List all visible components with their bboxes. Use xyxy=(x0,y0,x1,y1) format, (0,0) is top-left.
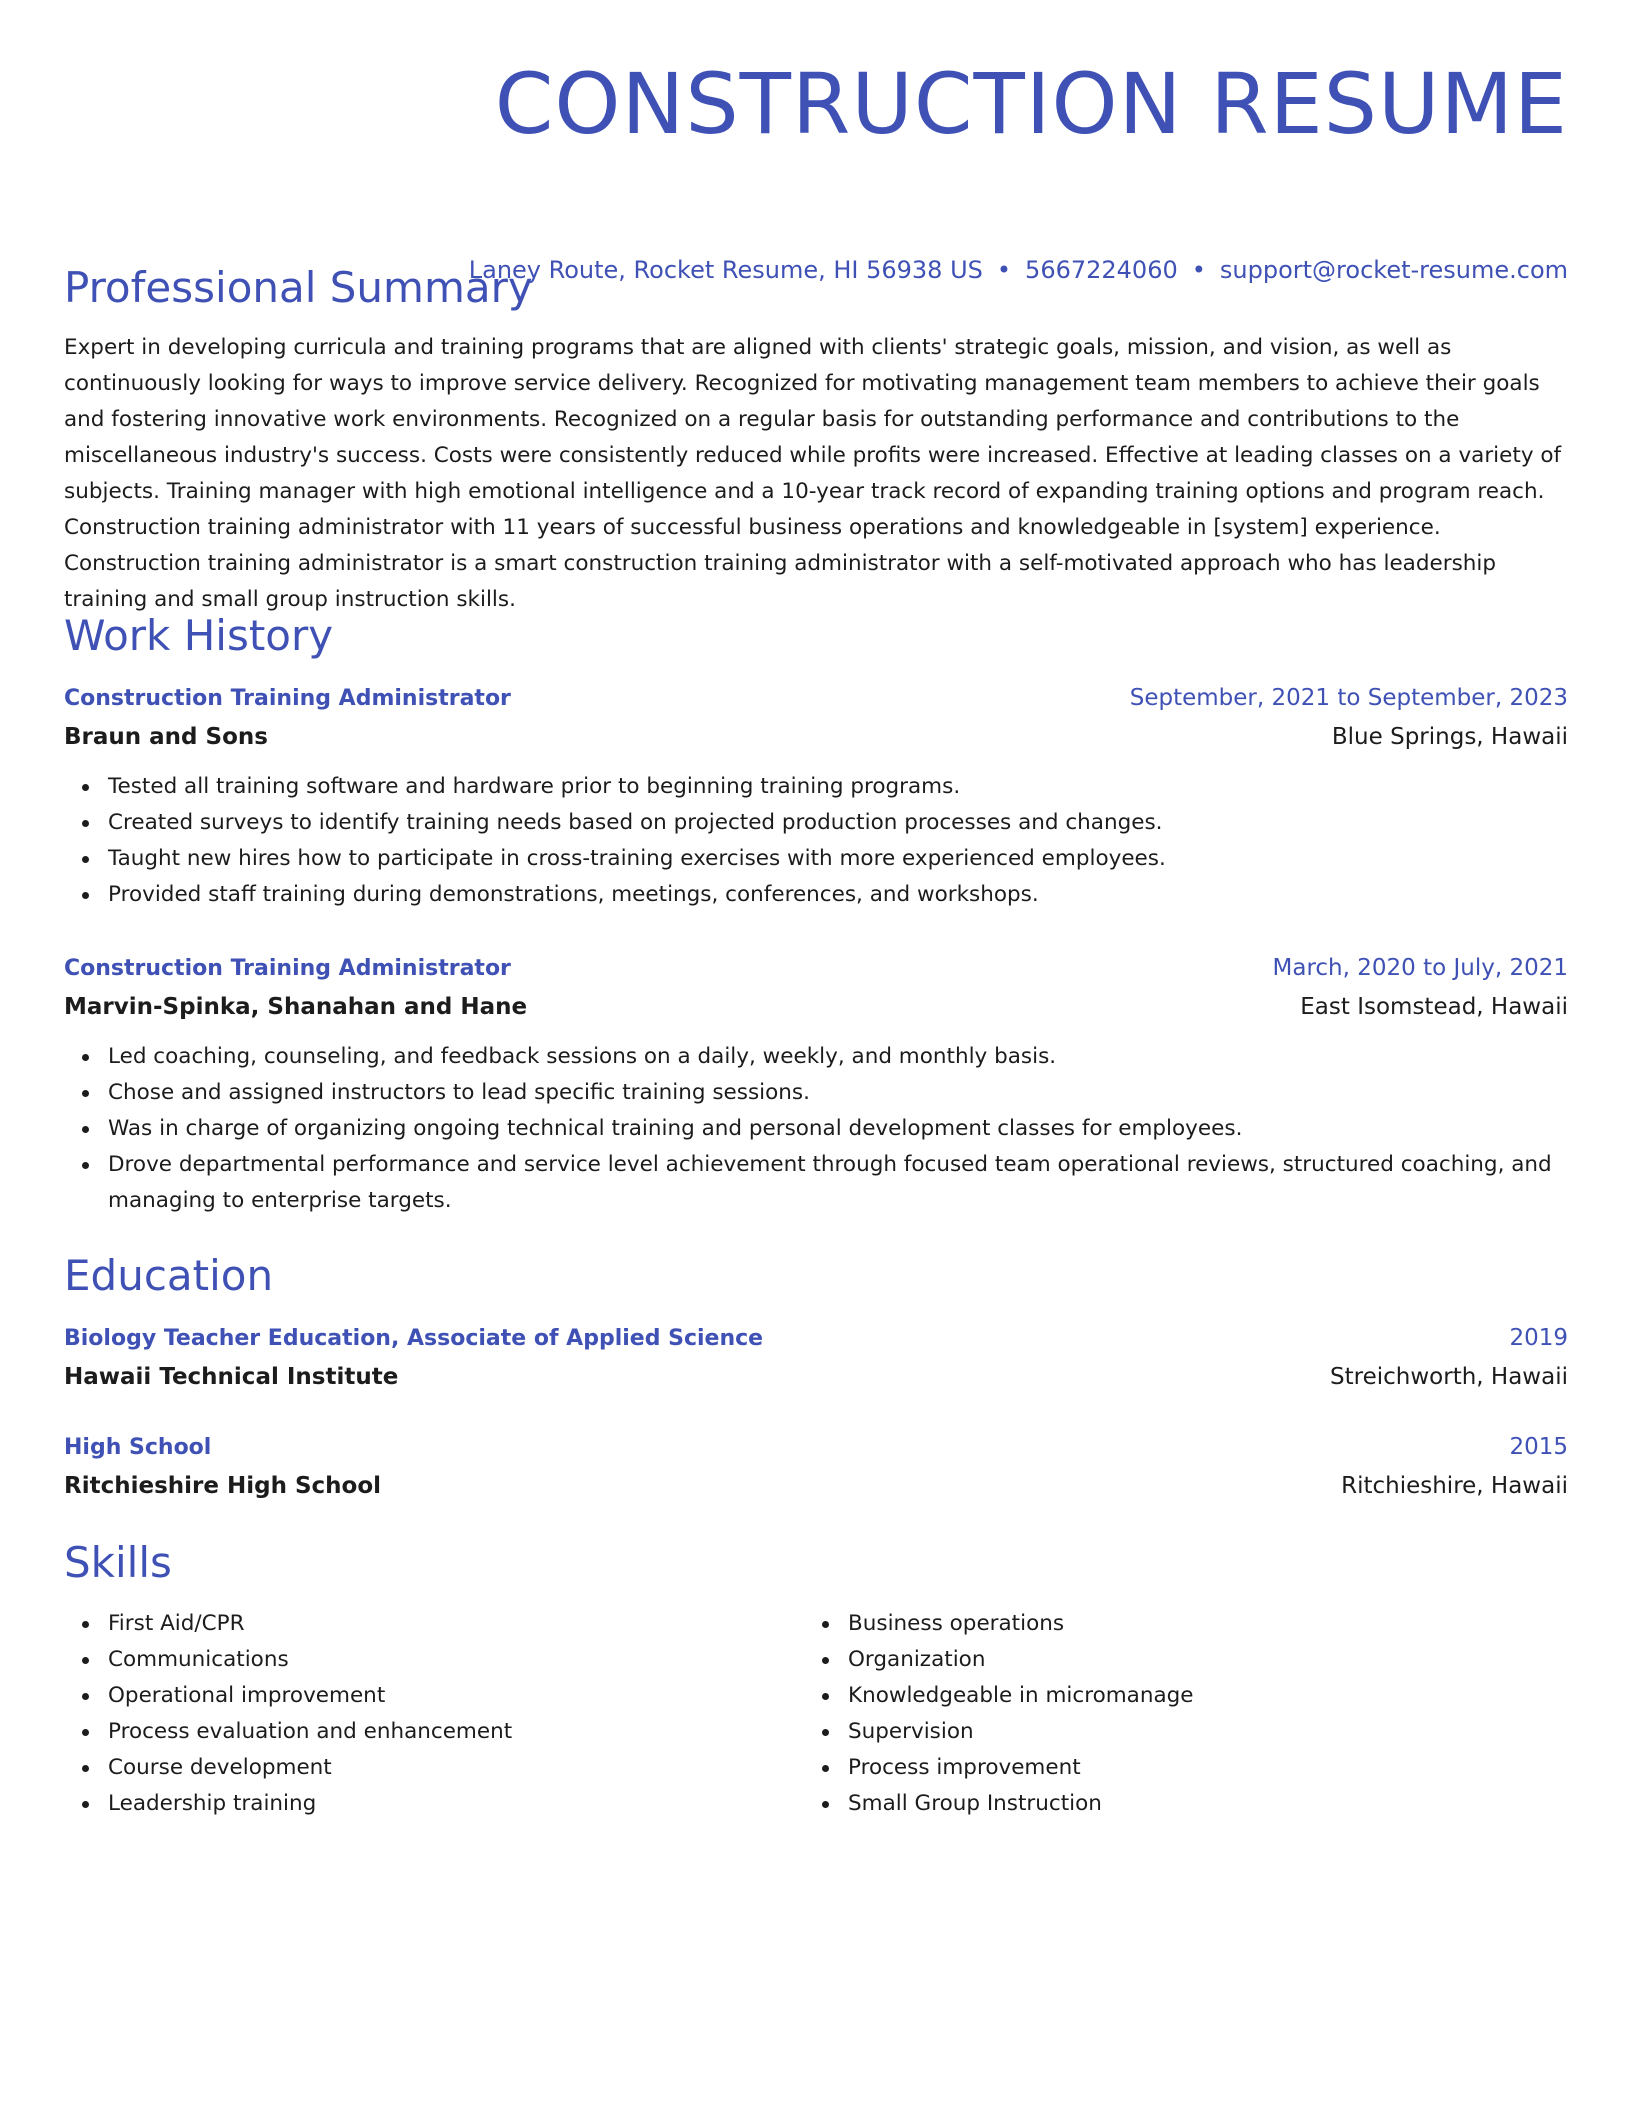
summary-text: Expert in developing curricula and training programs that are aligned with clients' strategic goals, mission, and vision, as well as continuously looking for ways to improve service delivery. Recognized for motivating management team members to achieve their goals and fostering innovative work environments. Recognized on a regular basis for outstanding performance and contributions to the miscellaneous industry's success. Costs were consistently reduced while profits were increased. Effective at leading classes on a variety of subjects. Training manager with high emotional intelligence and a 10-year track record of expanding training options and program reach. Construction training administrator with 11 years of successful business operations and knowledgeable in [system] experience. Construction training administrator is a smart construction training administrator with a self-motivated approach who has leadership training and small group instruction skills. xyxy=(64,335,1562,612)
job-dates: March, 2020 to July, 2021 xyxy=(1272,955,1568,981)
education-school: Ritchieshire High School xyxy=(64,1473,382,1499)
job-entry xyxy=(64,680,1568,913)
skill-item: Business operations xyxy=(848,1606,1544,1642)
contact-email: support@rocket-resume.com xyxy=(1219,256,1568,284)
job-title: Construction Training Administrator xyxy=(64,956,511,981)
education-heading: Education xyxy=(64,1251,274,1300)
skill-item: Leadership training xyxy=(108,1786,804,1822)
skill-item: Operational improvement xyxy=(108,1678,804,1714)
skill-item: Process evaluation and enhancement xyxy=(108,1714,804,1750)
job-bullet: Was in charge of organizing ongoing technical training and personal development classes for employees. xyxy=(108,1111,1568,1147)
skills-column-right xyxy=(804,1606,1544,1822)
skill-item: Supervision xyxy=(848,1714,1544,1750)
contact-address: Laney Route, Rocket Resume, HI 56938 US xyxy=(468,256,983,284)
skill-item: First Aid/CPR xyxy=(108,1606,804,1642)
contact-separator: • xyxy=(1191,256,1206,284)
contact-separator: • xyxy=(996,256,1012,284)
skills-heading: Skills xyxy=(64,1538,172,1587)
job-bullet: Chose and assigned instructors to lead specific training sessions. xyxy=(108,1075,1568,1111)
job-entry xyxy=(64,950,1568,1219)
skill-item: Course development xyxy=(108,1750,804,1786)
education-location: Ritchieshire, Hawaii xyxy=(1341,1473,1568,1499)
summary-heading: Professional Summary xyxy=(64,263,533,312)
education-school: Hawaii Technical Institute xyxy=(64,1364,399,1390)
contact-phone: 5667224060 xyxy=(1025,256,1178,284)
job-bullets xyxy=(64,769,1568,913)
job-company: Marvin-Spinka, Shanahan and Hane xyxy=(64,994,528,1020)
contact-line xyxy=(469,254,1568,286)
job-bullet: Led coaching, counseling, and feedback sessions on a daily, weekly, and monthly basis. xyxy=(108,1039,1568,1075)
skill-item: Process improvement xyxy=(848,1750,1544,1786)
job-location: East Isomstead, Hawaii xyxy=(1300,994,1568,1020)
skills-bullets xyxy=(64,1606,804,1822)
skills-list xyxy=(64,1606,1568,1822)
job-company: Braun and Sons xyxy=(64,724,268,750)
job-bullet: Created surveys to identify training needs based on projected production processes and changes. xyxy=(108,805,1568,841)
education-degree: High School xyxy=(64,1435,212,1460)
job-location: Blue Springs, Hawaii xyxy=(1331,724,1568,750)
job-title: Construction Training Administrator xyxy=(64,686,511,711)
work-history-heading: Work History xyxy=(64,611,334,660)
education-location: Streichworth, Hawaii xyxy=(1330,1364,1568,1390)
education-entry xyxy=(64,1429,1568,1506)
job-bullet: Taught new hires how to participate in cross-training exercises with more experienced employees. xyxy=(108,841,1568,877)
education-entry xyxy=(64,1320,1568,1397)
education-year: 2015 xyxy=(1509,1434,1568,1460)
skills-bullets xyxy=(804,1606,1544,1822)
skill-item: Knowledgeable in micromanage xyxy=(848,1678,1544,1714)
skill-item: Organization xyxy=(848,1642,1544,1678)
skill-item: Communications xyxy=(108,1642,804,1678)
job-dates: September, 2021 to September, 2023 xyxy=(1129,685,1568,711)
job-bullet: Tested all training software and hardware prior to beginning training programs. xyxy=(108,769,1568,805)
skills-column-left xyxy=(64,1606,804,1822)
education-degree: Biology Teacher Education, Associate of Applied Science xyxy=(64,1326,764,1351)
education-year: 2019 xyxy=(1509,1325,1568,1351)
job-bullet: Drove departmental performance and service level achievement through focused team operational reviews, structured coaching, and managing to enterprise targets. xyxy=(108,1147,1568,1219)
job-bullets xyxy=(64,1039,1568,1219)
skill-item: Small Group Instruction xyxy=(848,1786,1544,1822)
job-bullet: Provided staff training during demonstrations, meetings, conferences, and workshops. xyxy=(108,877,1568,913)
resume-title: CONSTRUCTION RESUME xyxy=(494,55,1568,153)
